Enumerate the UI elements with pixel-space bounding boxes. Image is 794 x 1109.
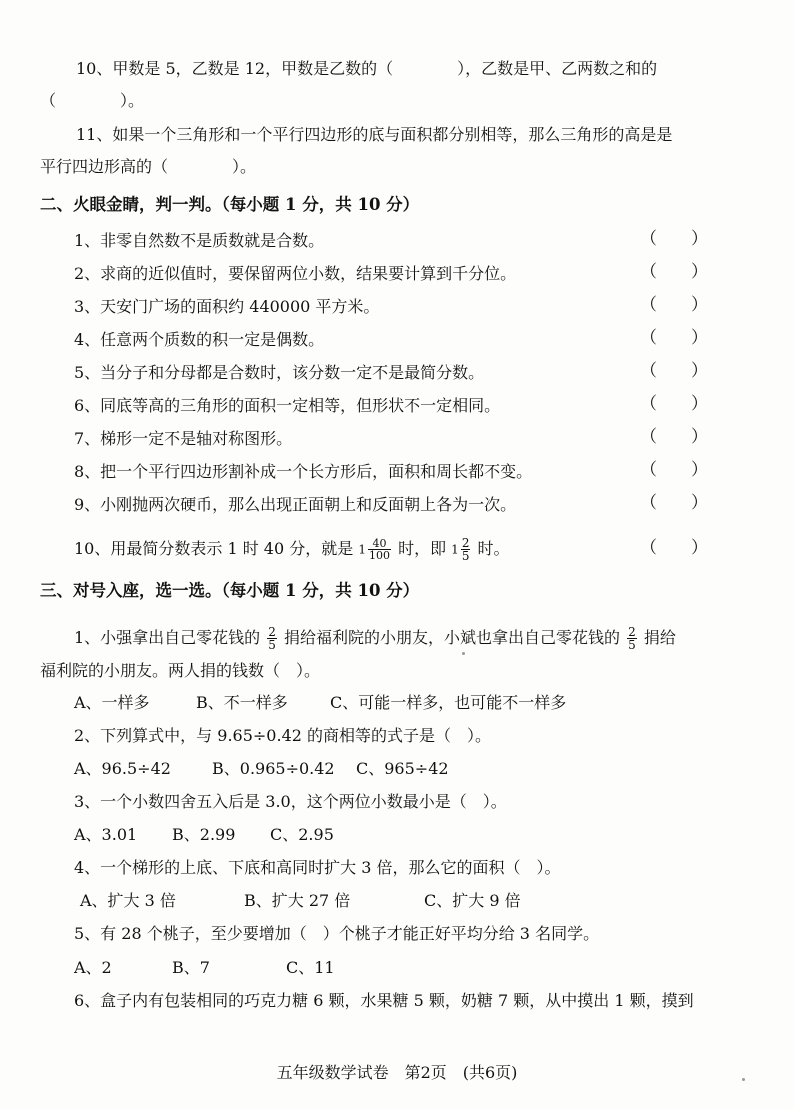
judge-answer-9[interactable]: （ ）: [640, 493, 708, 513]
q2-option-c[interactable]: C、965÷42: [356, 759, 449, 778]
page-footer: 五年级数学试卷 第2页 (共6页): [276, 1063, 518, 1082]
item10-suffix: 时。: [472, 539, 510, 558]
judge-item-5: 5、当分子和分母都是合数时，该分数一定不是最简分数。: [74, 363, 485, 382]
q5-option-b[interactable]: B、7: [172, 958, 210, 977]
q1-option-c[interactable]: C、可能一样多，也可能不一样多: [330, 693, 567, 712]
section2-title: 二、火眼金睛，判一判。（每小题 1 分，共 10 分）: [40, 195, 420, 214]
judge-answer-5[interactable]: （ ）: [640, 361, 708, 381]
q10-line1: 10、甲数是 5，乙数是 12，甲数是乙数的（ ），乙数是甲、乙两数之和的: [76, 59, 658, 78]
item10-whole2: 1: [451, 542, 459, 557]
choice-q3: 3、一个小数四舍五入后是 3.0，这个两位小数最小是（ ）。: [74, 792, 507, 811]
q3-option-c[interactable]: C、2.95: [270, 825, 334, 844]
q4-option-b[interactable]: B、扩大 27 倍: [244, 891, 351, 910]
item10-prefix: 10、用最简分数表示 1 时 40 分，就是: [74, 539, 359, 558]
fraction-numerator: 40: [372, 537, 387, 550]
judge-item-8: 8、把一个平行四边形割补成一个长方形后，面积和周长都不变。: [74, 462, 533, 481]
q1-text-a: 1、小强拿出自己零花钱的: [74, 628, 266, 647]
q1-text-c: 捐给: [638, 628, 676, 647]
fraction-2-5: [461, 537, 471, 562]
judge-item-4: 4、任意两个质数的积一定是偶数。: [74, 330, 325, 349]
judge-answer-8[interactable]: （ ）: [640, 460, 708, 480]
choice-q4: 4、一个梯形的上底、下底和高同时扩大 3 倍，那么它的面积（ ）。: [74, 858, 561, 877]
fraction-denominator: 5: [628, 638, 636, 652]
q5-option-c[interactable]: C、11: [286, 958, 335, 977]
q11-line2: 平行四边形高的（ ）。: [40, 157, 257, 176]
q5-option-a[interactable]: A、2: [74, 958, 112, 977]
q3-option-b[interactable]: B、2.99: [172, 825, 236, 844]
judge-item-7: 7、梯形一定不是轴对称图形。: [74, 429, 293, 448]
judge-item-1: 1、非零自然数不是质数就是合数。: [74, 231, 325, 250]
judge-answer-7[interactable]: （ ）: [640, 427, 708, 447]
judge-answer-3[interactable]: （ ）: [640, 295, 708, 315]
choice-q5: 5、有 28 个桃子，至少要增加（ ）个桃子才能正好平均分给 3 名同学。: [74, 924, 600, 943]
judge-item-2: 2、求商的近似值时，要保留两位小数，结果要计算到千分位。: [74, 264, 517, 283]
q3-option-a[interactable]: A、3.01: [74, 825, 138, 844]
judge-answer-6[interactable]: （ ）: [640, 394, 708, 414]
item10-whole1: 1: [358, 542, 366, 557]
q2-option-b[interactable]: B、0.965÷0.42: [212, 759, 335, 778]
q1-option-a[interactable]: A、一样多: [74, 693, 150, 712]
judge-item-6: 6、同底等高的三角形的面积一定相等，但形状不一定相同。: [74, 396, 501, 415]
fraction-2-5: [627, 626, 637, 651]
item10-mid: 时，即: [392, 539, 452, 558]
q11-line1: 11、如果一个三角形和一个平行四边形的底与面积都分别相等，那么三角形的高是是: [76, 125, 673, 144]
judge-answer-2[interactable]: （ ）: [640, 262, 708, 282]
section3-title: 三、对号入座，选一选。（每小题 1 分，共 10 分）: [40, 581, 420, 600]
fraction-numerator: 2: [268, 625, 276, 639]
fraction-40-100: [368, 538, 391, 561]
choice-q1-line2: 福利院的小朋友。两人捐的钱数（ ）。: [40, 661, 321, 680]
fraction-2-5: [267, 626, 277, 651]
scan-speck: [462, 652, 465, 655]
choice-q6: 6、盒子内有包装相同的巧克力糖 6 颗，水果糖 5 颗，奶糖 7 颗，从中摸出 1 颗，摸到: [74, 991, 694, 1010]
q2-option-a[interactable]: A、96.5÷42: [74, 759, 171, 778]
fraction-numerator: 2: [628, 625, 636, 639]
choice-q2: 2、下列算式中，与 9.65÷0.42 的商相等的式子是（ ）。: [74, 726, 492, 745]
judge-item-3: 3、天安门广场的面积约 440000 平方米。: [74, 297, 380, 316]
judge-answer-1[interactable]: （ ）: [640, 229, 708, 249]
q1-option-b[interactable]: B、不一样多: [196, 693, 288, 712]
fraction-denominator: 5: [461, 549, 470, 563]
fraction-denominator: 100: [368, 549, 390, 562]
q10-line2: （ ）。: [40, 91, 145, 110]
fraction-numerator: 2: [461, 536, 470, 550]
q1-text-b: 捐给福利院的小朋友，小斌也拿出自己零花钱的: [278, 628, 626, 647]
scan-speck: [742, 1078, 745, 1081]
judge-item-9: 9、小刚抛两次硬币，那么出现正面朝上和反面朝上各为一次。: [74, 495, 517, 514]
choice-q1-line1: [74, 626, 676, 651]
judge-answer-4[interactable]: （ ）: [640, 328, 708, 348]
judge-item-10: [74, 537, 510, 562]
q4-option-a[interactable]: A、扩大 3 倍: [80, 891, 176, 910]
judge-answer-10[interactable]: （ ）: [640, 538, 708, 558]
fraction-denominator: 5: [268, 638, 276, 652]
q4-option-c[interactable]: C、扩大 9 倍: [424, 891, 521, 910]
